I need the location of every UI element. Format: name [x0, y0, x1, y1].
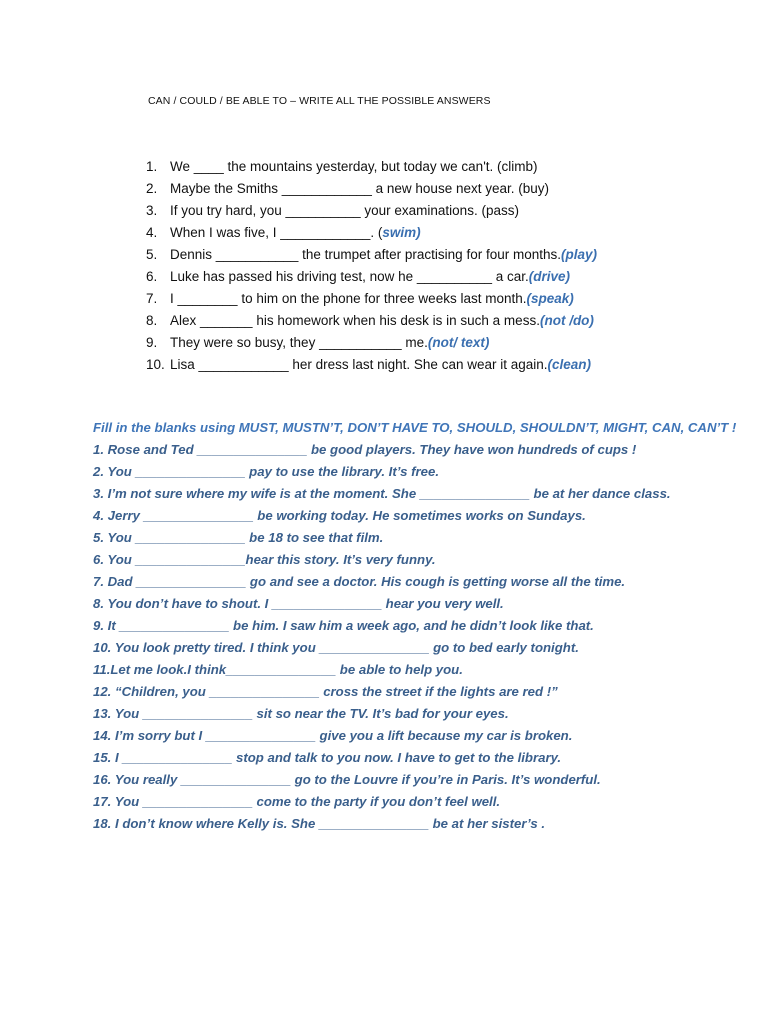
item-text: Luke has passed his driving test, now he __________ a car.: [170, 269, 529, 284]
exercise1-item: 6. Luke has passed his driving test, now he __________ a car. (drive): [146, 266, 597, 288]
exercise2-section: [93, 417, 753, 835]
exercise2-item: 10. You look pretty tired. I think you _______________ go to bed early tonight.: [93, 640, 579, 655]
exercise2-item: 13. You _______________ sit so near the TV. It’s bad for your eyes.: [93, 706, 509, 721]
exercise2-item: 17. You _______________ come to the party if you don’t feel well.: [93, 794, 501, 809]
item-text: When I was five, I ____________. (: [170, 225, 383, 240]
exercise1-item: 2. Maybe the Smiths ____________ a new house next year. (buy): [146, 178, 597, 200]
exercise2-item: 6. You _______________hear this story. It’s very funny.: [93, 552, 436, 567]
exercise2-item: 5. You _______________ be 18 to see that film.: [93, 530, 384, 545]
exercise1-item: 10. Lisa ____________ her dress last night. She can wear it again. (clean): [146, 354, 597, 376]
item-text: Dennis ___________ the trumpet after practising for four months.: [170, 247, 561, 262]
item-hint: swim): [382, 225, 421, 240]
item-text: We ____ the mountains yesterday, but today we can't. (climb): [170, 159, 538, 174]
exercise2-item: 9. It _______________ be him. I saw him a week ago, and he didn’t look like that.: [93, 618, 594, 633]
item-text: They were so busy, they ___________ me.: [170, 335, 428, 350]
exercise2-item: 8. You don’t have to shout. I _______________ hear you very well.: [93, 596, 504, 611]
item-hint: (not /do): [539, 313, 594, 328]
item-text: Lisa ____________ her dress last night. She can wear it again.: [170, 357, 548, 372]
item-text: If you try hard, you __________ your examinations. (pass): [170, 203, 519, 218]
item-text: Alex _______ his homework when his desk is in such a mess.: [170, 313, 540, 328]
item-hint: (not/ text): [427, 335, 490, 350]
exercise1-item: 1. We ____ the mountains yesterday, but today we can't. (climb): [146, 156, 597, 178]
exercise2-item: 4. Jerry _______________ be working today. He sometimes works on Sundays.: [93, 508, 586, 523]
exercise1-item: 3. If you try hard, you __________ your examinations. (pass): [146, 200, 597, 222]
item-hint: (drive): [528, 269, 571, 284]
exercise2-heading: Fill in the blanks using MUST, MUSTN’T, DON’T HAVE TO, SHOULD, SHOULDN’T, MIGHT, CAN, CAN’T !: [93, 420, 737, 435]
exercise2-item: 12. “Children, you _______________ cross the street if the lights are red !”: [93, 684, 558, 699]
exercise2-item: 1. Rose and Ted _______________ be good players. They have won hundreds of cups !: [93, 442, 637, 457]
exercise2-item: 16. You really _______________ go to the Louvre if you’re in Paris. It’s wonderful.: [93, 772, 601, 787]
section1-title: CAN / COULD / BE ABLE TO – WRITE ALL THE POSSIBLE ANSWERS: [148, 95, 491, 107]
exercise1-item: 9. They were so busy, they ___________ me. (not/ text): [146, 332, 597, 354]
exercise2-item: 11.Let me look.I think_______________ be able to help you.: [93, 662, 463, 677]
exercise2-item: 18. I don’t know where Kelly is. She _______________ be at her sister’s .: [93, 816, 546, 831]
exercise2-item: 14. I’m sorry but I _______________ give you a lift because my car is broken.: [93, 728, 573, 743]
exercise1-list: [146, 156, 597, 376]
item-hint: (speak): [526, 291, 574, 306]
exercise2-item: 2. You _______________ pay to use the library. It’s free.: [93, 464, 440, 479]
exercise2-item: 7. Dad _______________ go and see a doctor. His cough is getting worse all the time.: [93, 574, 626, 589]
item-hint: (clean): [547, 357, 592, 372]
exercise1-item: 8. Alex _______ his homework when his desk is in such a mess. (not /do): [146, 310, 597, 332]
item-text: Maybe the Smiths ____________ a new house next year. (buy): [170, 181, 549, 196]
item-hint: (play): [560, 247, 597, 262]
exercise2-item: 15. I _______________ stop and talk to you now. I have to get to the library.: [93, 750, 562, 765]
exercise1-item: 5. Dennis ___________ the trumpet after practising for four months. (play): [146, 244, 597, 266]
exercise1-item: 7. I ________ to him on the phone for three weeks last month. (speak): [146, 288, 597, 310]
item-text: I ________ to him on the phone for three weeks last month.: [170, 291, 527, 306]
exercise1-item: 4. When I was five, I ____________. ( swim): [146, 222, 597, 244]
exercise2-item: 3. I’m not sure where my wife is at the moment. She _______________ be at her dance class.: [93, 486, 671, 501]
